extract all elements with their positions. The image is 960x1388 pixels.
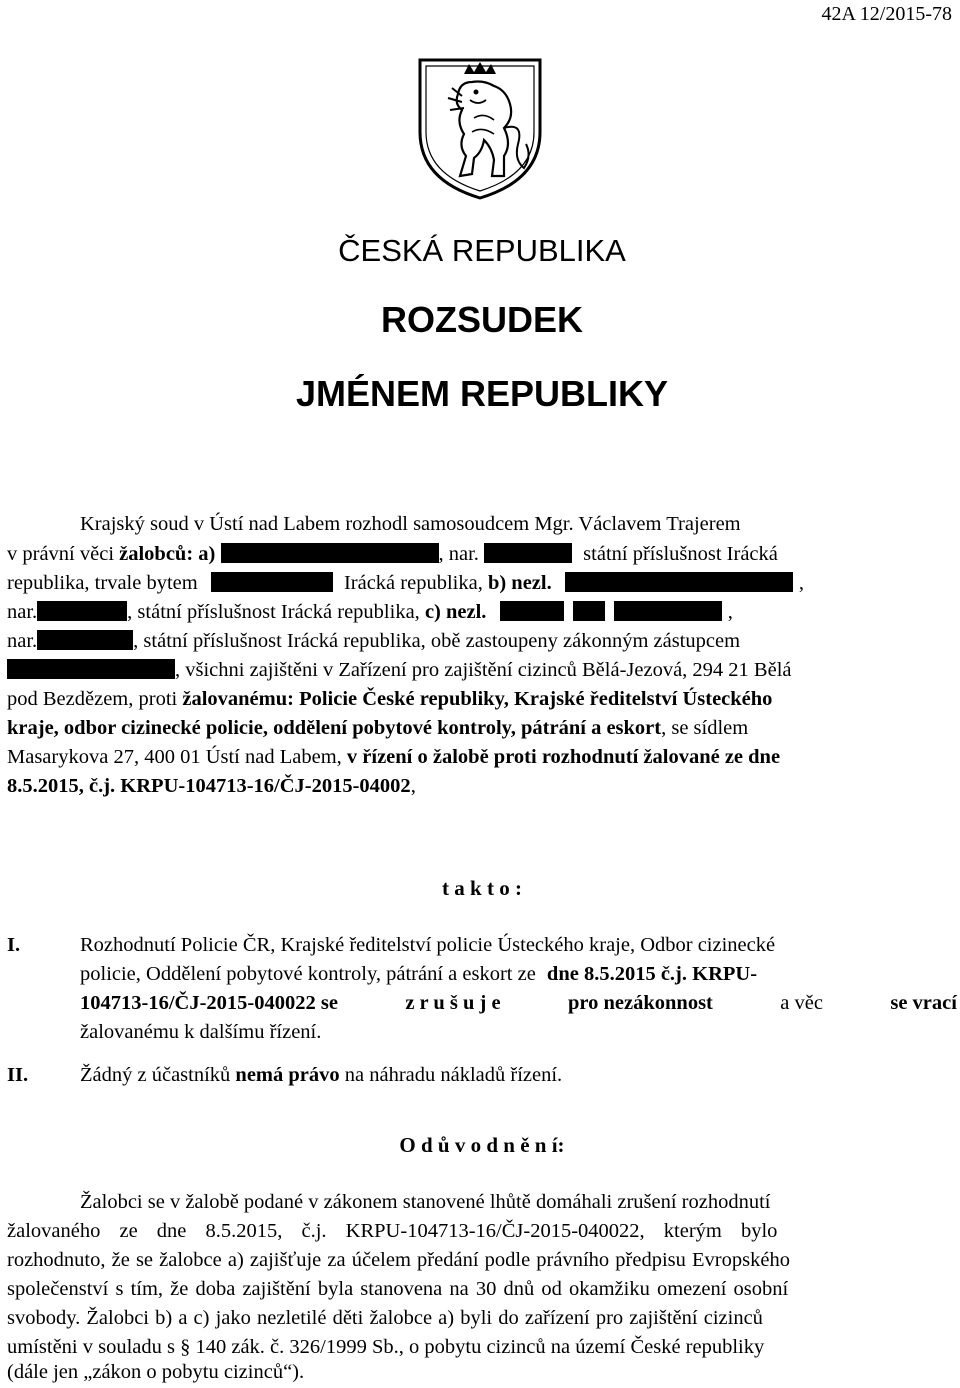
reasoning-text: rozhodnuto, že se žalobce a) zajišťuje za účelem předání podle právního předpisu Evropského — [7, 1249, 790, 1271]
lion-emblem-icon — [414, 52, 546, 202]
verdict-heading: t a k t o : — [442, 876, 522, 900]
annulment-word: z r u š u j e — [405, 992, 501, 1014]
reasoning-line-4 — [7, 1275, 957, 1304]
intro-text: , se sídlem — [661, 717, 749, 739]
court-line: Krajský soud v Ústí nad Labem rozhodl samosoudcem Mgr. Václavem Trajerem — [80, 513, 741, 535]
intro-text: nar. — [7, 601, 38, 623]
no-right-phrase: nemá právo — [235, 1064, 340, 1086]
verdict-i-text: žalovanému k dalšímu řízení. — [80, 1021, 322, 1043]
redaction — [211, 572, 333, 592]
verdict-i-line-3 — [80, 989, 957, 1018]
proceeding-label: v řízení o žalobě proti rozhodnutí žalované ze dne — [346, 746, 781, 768]
document-title: ROZSUDEK — [380, 299, 583, 340]
reasoning-text: společenství s tím, že doba zajištění byla stanovena na 30 dnů od okamžiku omezení osobní — [7, 1278, 789, 1300]
redaction — [573, 601, 605, 621]
redaction — [37, 630, 133, 650]
intro-line-7 — [7, 685, 957, 714]
reasoning-text: (dále jen „zákon o pobytu cizinců“). — [7, 1361, 305, 1383]
intro-line-9 — [7, 743, 957, 772]
coat-of-arms — [414, 52, 546, 202]
verdict-ii-line — [80, 1061, 960, 1090]
intro-text: nar. — [7, 630, 38, 652]
reasoning-line-7 — [7, 1358, 957, 1387]
decision-date: dne 8.5.2015 č.j. KRPU- — [546, 963, 758, 985]
defendant-label: žalovanému: Policie České republiky, Krajské ředitelství Ústeckého — [182, 688, 773, 710]
reasoning-line-3 — [7, 1246, 957, 1275]
intro-text: republika, trvale bytem — [7, 572, 198, 594]
verdict-i-line-2 — [80, 960, 957, 989]
reasoning-line-5 — [7, 1304, 957, 1333]
intro-line-8 — [7, 714, 957, 743]
intro-text: v právní věci — [7, 543, 115, 565]
illegality-phrase: pro nezákonnost — [568, 992, 713, 1014]
defendant-detail: kraje, odbor cizinecké policie, oddělení pobytové kontroly, pátrání a eskort — [7, 717, 662, 739]
verdict-i-text: policie, Oddělení pobytové kontroly, pátrání a eskort ze — [80, 963, 536, 985]
reasoning-text: umístěni v souladu s § 140 zák. č. 326/1999 Sb., o pobytu cizinců na území České republiky — [7, 1336, 765, 1358]
reasoning-line-2 — [7, 1217, 957, 1246]
redaction — [37, 601, 127, 621]
intro-text: pod Bezdězem, proti — [7, 688, 178, 710]
intro-line-1 — [80, 510, 957, 539]
decision-ref: 104713-16/ČJ-2015-040022 se — [80, 992, 338, 1014]
intro-text: státní příslušnost Irácká — [583, 543, 778, 565]
intro-line-5 — [7, 627, 957, 656]
state-title: ČESKÁ REPUBLIKA — [338, 233, 626, 268]
verdict-i-number: I. — [7, 934, 21, 956]
verdict-i-line-4 — [80, 1018, 960, 1047]
verdict-i-text: Rozhodnutí Policie ČR, Krajské ředitelství policie Ústeckého kraje, Odbor cizinecké — [80, 934, 776, 956]
redaction — [7, 659, 175, 679]
redaction — [484, 543, 572, 563]
decision-reference: 8.5.2015, č.j. KRPU-104713-16/ČJ-2015-04002 — [7, 775, 411, 797]
reasoning-text: Žalobci se v žalobě podané v zákonem stanovené lhůtě domáhali zrušení rozhodnutí — [80, 1191, 771, 1213]
plaintiff-c-label: c) nezl. — [424, 601, 487, 623]
redaction — [221, 543, 439, 563]
reasoning-line-1 — [80, 1188, 957, 1217]
plaintiff-b-label: b) nezl. — [487, 572, 552, 594]
verdict-i-text: a věc — [780, 992, 823, 1014]
intro-text: , — [410, 775, 416, 797]
verdict-ii-text: Žádný z účastníků — [80, 1064, 231, 1086]
redaction — [565, 572, 793, 592]
intro-text: , státní příslušnost Irácká republika, obě zastoupeny zákonným zástupcem — [133, 630, 741, 652]
in-name-title: JMÉNEM REPUBLIKY — [295, 373, 669, 414]
redaction — [614, 601, 722, 621]
plaintiffs-label: žalobců: a) — [119, 543, 216, 565]
reasoning-heading: O d ů v o d n ě n í: — [399, 1133, 565, 1157]
intro-text: , všichni zajištěni v Zařízení pro zajištění cizinců Bělá-Jezová, 294 21 Bělá — [175, 659, 792, 681]
intro-line-3 — [7, 569, 957, 598]
case-number: 42A 12/2015-78 — [821, 3, 952, 25]
intro-text: , nar. — [438, 543, 479, 565]
redaction — [500, 601, 564, 621]
reasoning-text: svobody. Žalobci b) a c) jako nezletilé děti žalobce a) byli do zařízení pro zajištění cizinců — [7, 1307, 763, 1329]
intro-line-4 — [7, 598, 957, 627]
intro-text: Irácká republika, — [343, 572, 483, 594]
return-phrase: se vrací — [890, 992, 957, 1014]
intro-text: , — [727, 601, 733, 623]
intro-text: , — [798, 572, 804, 594]
reasoning-text: žalovaného ze dne 8.5.2015, č.j. KRPU-104713-16/ČJ-2015-040022, kterým bylo — [7, 1220, 778, 1242]
intro-line-2 — [7, 540, 957, 569]
verdict-i-line-1 — [80, 931, 957, 960]
intro-text: , státní příslušnost Irácká republika, — [127, 601, 420, 623]
verdict-ii-text: na náhradu nákladů řízení. — [344, 1064, 563, 1086]
intro-line-10 — [7, 772, 957, 801]
verdict-ii-number: II. — [7, 1064, 29, 1086]
intro-line-6 — [7, 656, 957, 685]
intro-text: Masarykova 27, 400 01 Ústí nad Labem, — [7, 746, 342, 768]
